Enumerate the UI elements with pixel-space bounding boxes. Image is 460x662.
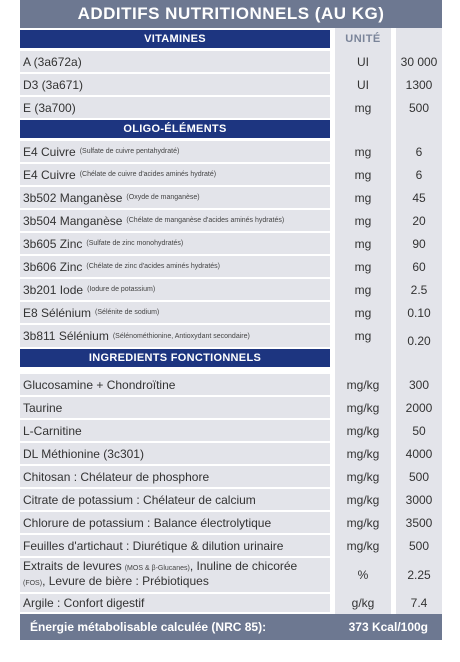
row-value: 0.10 <box>407 305 431 320</box>
row-value: 1300 <box>405 77 433 92</box>
row-value: 4000 <box>405 446 433 461</box>
row-unit: mg <box>354 236 372 251</box>
row-label: 3b605 Zinc (Sulfate de zinc monohydratés) <box>20 233 330 254</box>
row-label: E (3a700) <box>20 97 330 118</box>
row-label: E8 Sélénium (Sélénite de sodium) <box>20 302 330 323</box>
row-value: 300 <box>408 377 430 392</box>
row-note: (FOS) <box>23 580 43 587</box>
row-value: 2000 <box>405 400 433 415</box>
row-value: 6 <box>415 144 423 159</box>
row-note: (Sélénométhionine, Antioxydant secondaire) <box>112 332 250 340</box>
table-row <box>20 256 442 277</box>
row-value: 2.5 <box>410 282 428 297</box>
table-row <box>20 535 442 556</box>
row-label: A (3a672a) <box>20 51 330 72</box>
row-value: 90 <box>412 236 426 251</box>
row-value: 0.20 <box>407 334 431 348</box>
row-label: 3b201 Iode (Iodure de potassium) <box>20 279 330 300</box>
section-vitamines: VITAMINES <box>20 30 330 48</box>
row-unit: mg <box>354 100 372 115</box>
section-oligo-elements: OLIGO-ÉLÉMENTS <box>20 120 330 138</box>
table-row <box>20 210 442 231</box>
row-value: 30 000 <box>400 54 438 69</box>
row-label: Chitosan : Chélateur de phosphore <box>20 466 330 487</box>
unit-column-header: UNITÉ <box>345 33 381 45</box>
row-unit: mg <box>354 213 372 228</box>
table-row <box>20 164 442 185</box>
table-title: ADDITIFS NUTRITIONNELS (AU KG) <box>20 0 442 28</box>
section-ingredients: INGREDIENTS FONCTIONNELS <box>20 349 330 367</box>
row-label: L-Carnitine <box>20 420 330 441</box>
energy-value: 373 Kcal/100g <box>348 620 428 634</box>
row-label: 3b811 Sélénium (Sélénométhionine, Antioxydant secondaire) <box>20 325 330 347</box>
table-row <box>20 187 442 208</box>
row-unit: g/kg <box>351 596 375 610</box>
row-unit: mg <box>354 167 372 182</box>
row-label: E4 Cuivre (Chélate de cuivre d'acides aminés hydraté) <box>20 164 330 185</box>
table-row <box>20 466 442 487</box>
row-value: 6 <box>415 167 423 182</box>
row-label: Chlorure de potassium : Balance électrolytique <box>20 512 330 533</box>
row-label: Feuilles d'artichaut : Diurétique & dilution urinaire <box>20 535 330 556</box>
table-row <box>20 302 442 323</box>
row-value: 3000 <box>405 492 433 507</box>
row-label: Taurine <box>20 397 330 418</box>
row-unit: UI <box>357 77 369 92</box>
row-note: (Sulfate de cuivre pentahydraté) <box>79 148 180 155</box>
row-note: (Sélénite de sodium) <box>95 309 160 316</box>
row-note: (Oxyde de manganèse) <box>126 194 200 201</box>
row-label: E4 Cuivre (Sulfate de cuivre pentahydraté) <box>20 141 330 162</box>
table-row <box>20 558 442 592</box>
table-row <box>20 420 442 441</box>
row-note: (Sulfate de zinc monohydratés) <box>86 240 184 247</box>
table-row <box>20 512 442 533</box>
table-row <box>20 279 442 300</box>
row-unit: mg <box>354 305 372 320</box>
row-unit: mg <box>354 329 372 343</box>
row-label: Glucosamine + Chondroïtine <box>20 374 330 395</box>
row-value: 500 <box>408 100 430 115</box>
table-row <box>20 97 442 118</box>
table-row <box>20 443 442 464</box>
row-value: 60 <box>412 259 426 274</box>
table-row <box>20 141 442 162</box>
row-label: D3 (3a671) <box>20 74 330 95</box>
row-unit: mg <box>354 190 372 205</box>
row-value: 45 <box>412 190 426 205</box>
row-note: (Chélate de manganèse d'acides aminés hydratés) <box>126 217 285 224</box>
row-unit: mg <box>354 259 372 274</box>
row-label: 3b504 Manganèse (Chélate de manganèse d'acides aminés hydratés) <box>20 210 330 231</box>
row-unit: mg/kg <box>346 515 380 530</box>
row-unit: % <box>357 568 369 582</box>
row-value: 2.25 <box>407 568 431 582</box>
table-row <box>20 489 442 510</box>
row-unit: mg/kg <box>346 492 380 507</box>
row-unit: mg/kg <box>346 400 380 415</box>
row-note: (Chélate de cuivre d'acides aminés hydraté) <box>79 171 217 178</box>
row-label: 3b606 Zinc (Chélate de zinc d'acides aminés hydratés) <box>20 256 330 277</box>
row-value: 20 <box>412 213 426 228</box>
row-label: DL Méthionine (3c301) <box>20 443 330 464</box>
energy-label: Énergie métabolisable calculée (NRC 85): <box>30 620 267 634</box>
energy-bar <box>20 614 442 640</box>
row-value: 50 <box>412 423 426 438</box>
row-unit: mg <box>354 144 372 159</box>
table-row <box>20 374 442 395</box>
table-row <box>20 51 442 72</box>
row-unit: mg <box>354 282 372 297</box>
row-label: Citrate de potassium : Chélateur de calcium <box>20 489 330 510</box>
row-value: 500 <box>408 538 430 553</box>
table-row <box>20 325 442 347</box>
row-label-levures: Extraits de levures (MOS & β-Glucanes), Inuline de chicorée (FOS), Levure de bière : Prébiotiques <box>20 558 330 592</box>
table-row <box>20 233 442 254</box>
row-value: 3500 <box>405 515 433 530</box>
row-value: 7.4 <box>410 596 428 610</box>
row-value: 500 <box>408 469 430 484</box>
row-note: (Iodure de potassium) <box>87 286 156 293</box>
row-label: Argile : Confort digestif <box>20 594 330 612</box>
row-note: (MOS & β-Glucanes) <box>124 565 190 572</box>
row-unit: mg/kg <box>346 423 380 438</box>
row-unit: mg/kg <box>346 469 380 484</box>
table-row <box>20 594 442 612</box>
row-unit: UI <box>357 54 369 69</box>
row-unit: mg/kg <box>346 377 380 392</box>
row-label: 3b502 Manganèse (Oxyde de manganèse) <box>20 187 330 208</box>
row-unit: mg/kg <box>346 538 380 553</box>
table-row <box>20 74 442 95</box>
row-note: (Chélate de zinc d'acides aminés hydratés) <box>86 263 221 270</box>
table-row <box>20 397 442 418</box>
row-unit: mg/kg <box>346 446 380 461</box>
